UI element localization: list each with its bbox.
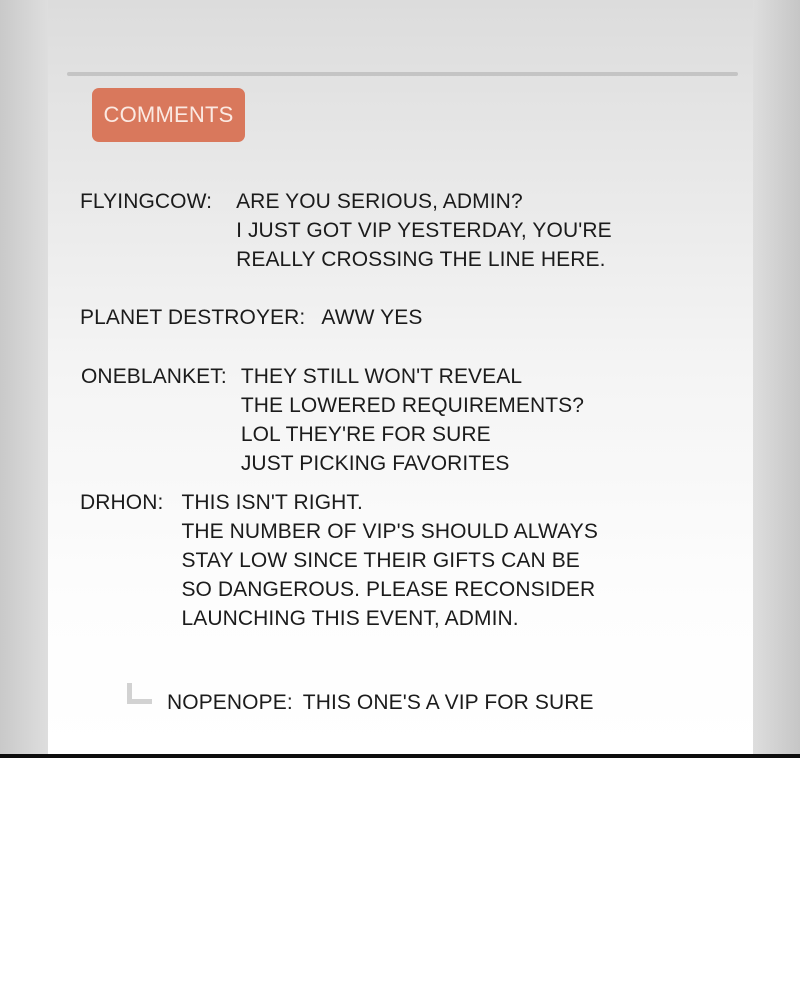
comment-item bbox=[80, 187, 612, 274]
comment-text bbox=[241, 362, 584, 478]
comment-line: AWW YES bbox=[321, 306, 423, 329]
comment-username: ONEBLANKET: bbox=[81, 365, 227, 388]
comment-line: REALLY CROSSING THE LINE HERE. bbox=[236, 248, 606, 271]
panel-border bbox=[0, 754, 800, 758]
comment-item bbox=[80, 303, 422, 332]
comment-line: ARE YOU SERIOUS, ADMIN? bbox=[236, 190, 523, 213]
comment-item bbox=[80, 488, 598, 633]
reply-corner-icon bbox=[127, 683, 146, 704]
comment-line: LOL THEY'RE FOR SURE bbox=[240, 423, 491, 446]
comment-username: PLANET DESTROYER: bbox=[80, 306, 306, 329]
comment-text bbox=[236, 187, 612, 274]
phone-screen bbox=[48, 0, 753, 754]
comments-tab[interactable]: COMMENTS bbox=[92, 88, 245, 142]
comment-username: FLYINGCOW: bbox=[80, 190, 213, 213]
comment-username: DRHON: bbox=[80, 491, 164, 514]
section-divider bbox=[67, 72, 738, 76]
reply-line: THIS ONE'S A VIP FOR SURE bbox=[302, 691, 594, 714]
comment-text bbox=[181, 488, 598, 633]
comment-line: I JUST GOT VIP YESTERDAY, YOU'RE bbox=[236, 219, 612, 242]
comment-line: THEY STILL WON'T REVEAL bbox=[240, 365, 523, 388]
comment-text bbox=[321, 303, 422, 332]
comment-line: THE NUMBER OF VIP'S SHOULD ALWAYS bbox=[181, 520, 598, 543]
comment-item bbox=[81, 362, 584, 478]
reply-text bbox=[303, 688, 594, 717]
comment-line: THIS ISN'T RIGHT. bbox=[181, 491, 363, 514]
comment-line: SO DANGEROUS. PLEASE RECONSIDER bbox=[181, 578, 596, 601]
comment-line: THE LOWERED REQUIREMENTS? bbox=[240, 394, 585, 417]
comment-line: LAUNCHING THIS EVENT, ADMIN. bbox=[181, 607, 519, 630]
comment-line: JUST PICKING FAVORITES bbox=[240, 452, 510, 475]
reply-username: NOPENOPE: bbox=[167, 691, 293, 714]
reply-item bbox=[167, 688, 594, 717]
comment-line: STAY LOW SINCE THEIR GIFTS CAN BE bbox=[181, 549, 580, 572]
